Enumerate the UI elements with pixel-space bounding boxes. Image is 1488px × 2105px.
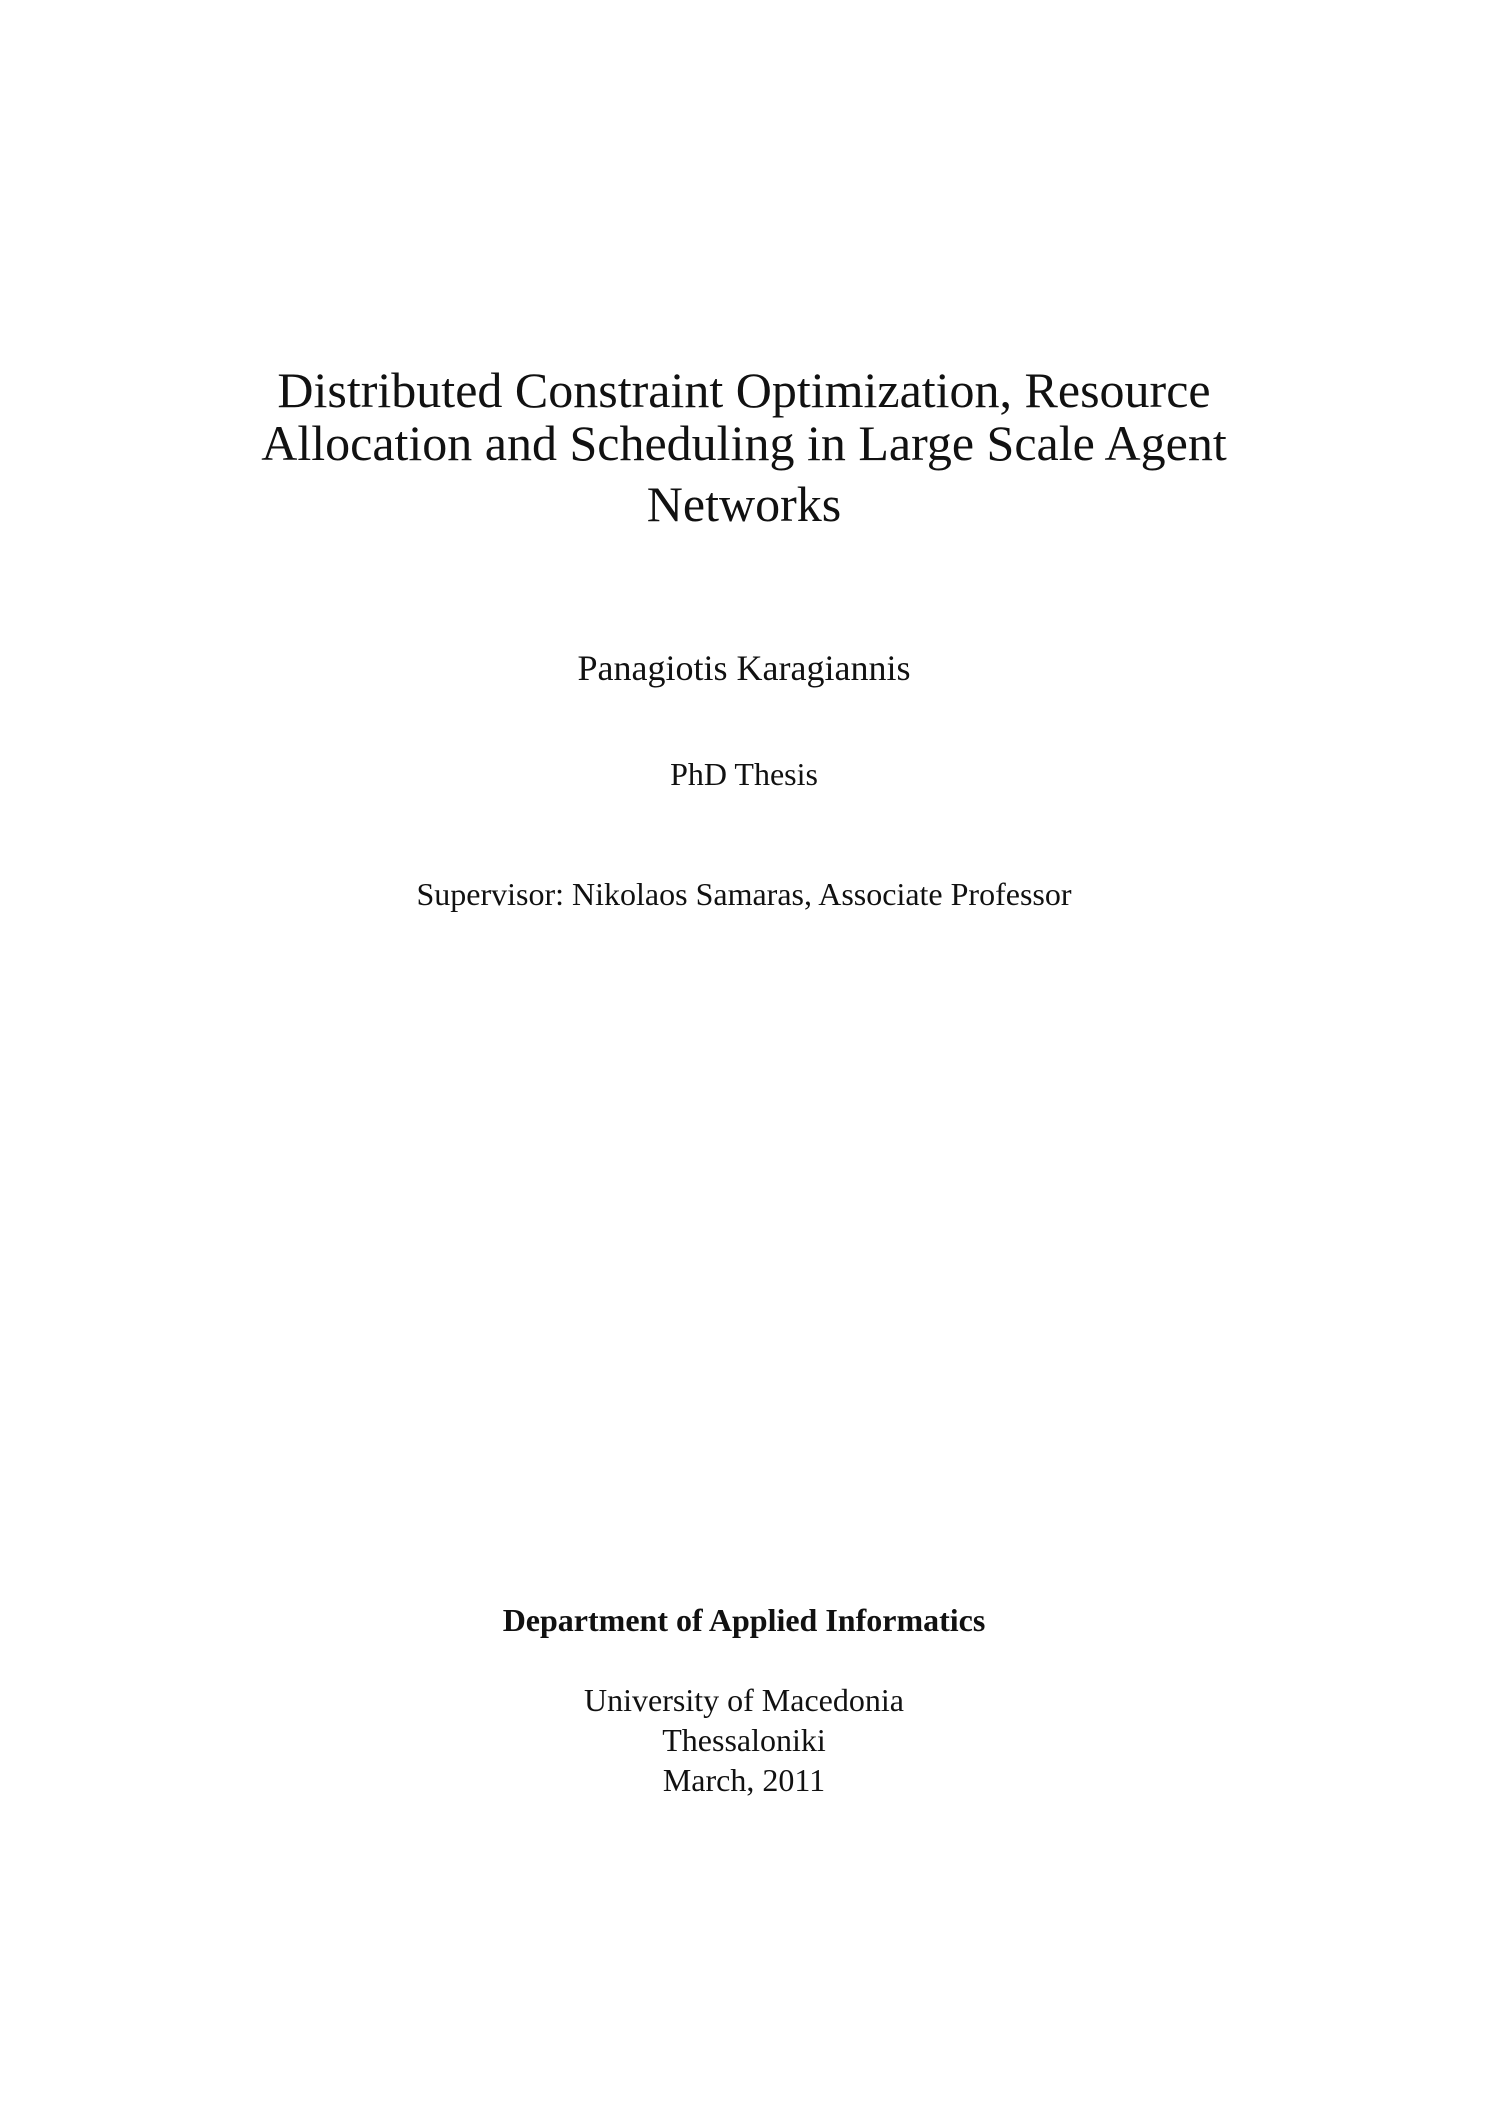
university-name: University of Macedonia <box>584 1682 904 1718</box>
title-line-3: Networks <box>646 476 842 532</box>
department-name: Department of Applied Informatics <box>502 1602 986 1638</box>
submission-date: March, 2011 <box>662 1762 826 1798</box>
supervisor-line: Supervisor: Nikolaos Samaras, Associate Professor <box>416 876 1072 912</box>
title-line-2: Allocation and Scheduling in Large Scale Agent <box>261 415 1227 471</box>
city-name: Thessaloniki <box>662 1722 826 1758</box>
title-line-1: Distributed Constraint Optimization, Resource <box>277 362 1211 418</box>
degree-type: PhD Thesis <box>670 756 818 792</box>
author-name: Panagiotis Karagiannis <box>577 648 911 688</box>
